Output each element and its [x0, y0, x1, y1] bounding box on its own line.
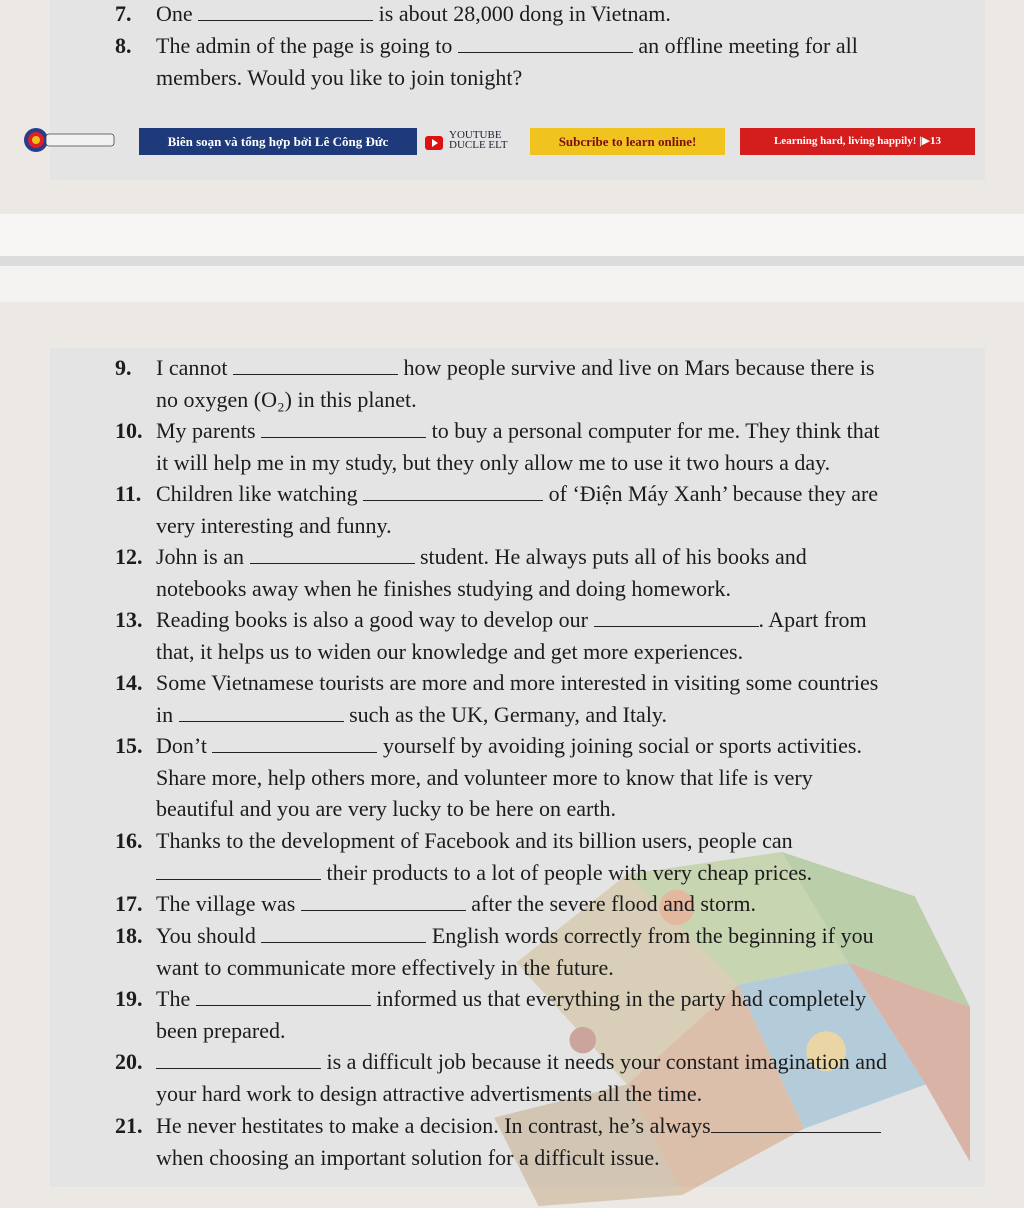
question-text: beautiful and you are very lucky to be here on earth. — [156, 796, 616, 821]
question-18 — [115, 920, 955, 983]
question-number: 10. — [115, 418, 143, 443]
page-gap — [0, 266, 1024, 302]
question-text: when choosing an important solution for a difficult issue. — [156, 1144, 660, 1170]
question-number: 21. — [115, 1113, 143, 1138]
question-text: Share more, help others more, and volunteer more to know that life is very — [156, 764, 813, 790]
question-text: informed us that everything in the party had completely — [370, 986, 867, 1011]
question-number: 14. — [115, 670, 143, 695]
answer-blank — [261, 924, 426, 943]
page-gap — [0, 214, 1024, 256]
answer-blank — [711, 1114, 881, 1133]
question-number: 11. — [115, 481, 142, 506]
question-text: My parents — [156, 418, 262, 443]
question-text: I cannot — [156, 355, 233, 380]
question-16 — [115, 825, 955, 888]
footer-banner — [22, 124, 962, 158]
question-19 — [115, 983, 955, 1046]
answer-blank — [198, 2, 373, 21]
question-number: 16. — [115, 828, 143, 853]
question-text: Don’t — [156, 733, 213, 758]
subscribe-label: Subcribe to learn online! — [530, 128, 725, 155]
question-number: 8. — [115, 33, 132, 58]
english-learning-logo — [22, 124, 116, 156]
question-text: been prepared. — [156, 1017, 286, 1043]
question-text: in — [156, 701, 179, 727]
answer-blank — [261, 419, 426, 438]
page-separator — [0, 256, 1024, 266]
question-text: You should — [156, 923, 262, 948]
question-20 — [115, 1046, 955, 1109]
question-number: 9. — [115, 355, 132, 380]
answer-blank — [458, 34, 633, 53]
motto-label: Learning hard, living happily! |▶13 — [740, 128, 975, 155]
question-number: 15. — [115, 733, 143, 758]
question-text: that, it helps us to widen our knowledge and get more experiences. — [156, 638, 744, 664]
question-text: it will help me in my study, but they only allow me to use it two hours a day. — [156, 449, 831, 475]
question-text: He never hestitates to make a decision. In contrast, he’s always — [156, 1113, 711, 1138]
question-text: such as the UK, Germany, and Italy. — [343, 701, 668, 727]
answer-blank — [212, 734, 377, 753]
youtube-channel: YOUTUBE DUCLE ELT — [449, 129, 508, 151]
question-text: The admin of the page is going to — [156, 33, 458, 58]
answer-blank — [301, 892, 466, 911]
question-17 — [115, 888, 955, 920]
question-14 — [115, 667, 955, 730]
question-text: The — [156, 986, 196, 1011]
credit-label: Biên soạn và tổng hợp bởi Lê Công Đức — [139, 128, 417, 155]
question-text: how people survive and live on Mars because there is — [397, 355, 875, 380]
question-text: is about 28,000 dong in Vietnam. — [373, 1, 671, 26]
answer-blank — [156, 861, 321, 880]
question-text: One — [156, 1, 199, 26]
youtube-link[interactable] — [425, 130, 529, 156]
question-text: no oxygen (O₂) in this planet. — [156, 386, 417, 412]
question-11 — [115, 478, 955, 541]
question-text: . Apart from — [758, 607, 867, 632]
question-text: John is an — [156, 544, 250, 569]
question-text: after the severe flood and storm. — [465, 891, 756, 916]
answer-blank — [179, 703, 344, 722]
question-text: an offline meeting for all — [632, 33, 858, 58]
question-text: Thanks to the development of Facebook and its billion users, people can — [156, 828, 793, 853]
question-10 — [115, 415, 955, 478]
question-text: student. He always puts all of his books and — [414, 544, 807, 569]
answer-blank — [156, 1050, 321, 1069]
question-text: The village was — [156, 891, 301, 916]
answer-blank — [233, 356, 398, 375]
answer-blank — [594, 608, 759, 627]
question-number: 7. — [115, 1, 132, 26]
question-text: Children like watching — [156, 481, 364, 506]
answer-blank — [196, 987, 371, 1006]
question-12 — [115, 541, 955, 604]
answer-blank — [363, 482, 543, 501]
question-text: Some Vietnamese tourists are more and more interested in visiting some countries — [156, 670, 879, 695]
question-text: their products to a lot of people with very cheap prices. — [321, 859, 813, 885]
question-15 — [115, 730, 955, 825]
question-number: 18. — [115, 923, 143, 948]
question-number: 12. — [115, 544, 143, 569]
question-text: English words correctly from the beginning if you — [426, 923, 874, 948]
question-21 — [115, 1110, 955, 1173]
question-text: to buy a personal computer for me. They think that — [426, 418, 880, 443]
question-number: 13. — [115, 607, 143, 632]
question-text: yourself by avoiding joining social or sports activities. — [377, 733, 862, 758]
question-text: is a difficult job because it needs your constant imagination and — [321, 1049, 887, 1074]
question-text: members. Would you like to join tonight? — [156, 64, 523, 90]
question-text: of ‘Điện Máy Xanh’ because they are — [543, 481, 879, 506]
question-number: 20. — [115, 1049, 143, 1074]
question-7 — [115, 0, 955, 30]
question-number: 19. — [115, 986, 143, 1011]
question-8 — [115, 30, 955, 93]
question-9 — [115, 352, 955, 415]
youtube-icon — [425, 136, 443, 150]
answer-blank — [250, 545, 415, 564]
question-number: 17. — [115, 891, 143, 916]
worksheet-page-bottom — [50, 348, 985, 1187]
question-text: want to communicate more effectively in the future. — [156, 954, 614, 980]
question-text: very interesting and funny. — [156, 512, 392, 538]
question-13 — [115, 604, 955, 667]
question-text: notebooks away when he finishes studying and doing homework. — [156, 575, 731, 601]
question-text: Reading books is also a good way to develop our — [156, 607, 594, 632]
question-text: your hard work to design attractive advertisments all the time. — [156, 1080, 703, 1106]
